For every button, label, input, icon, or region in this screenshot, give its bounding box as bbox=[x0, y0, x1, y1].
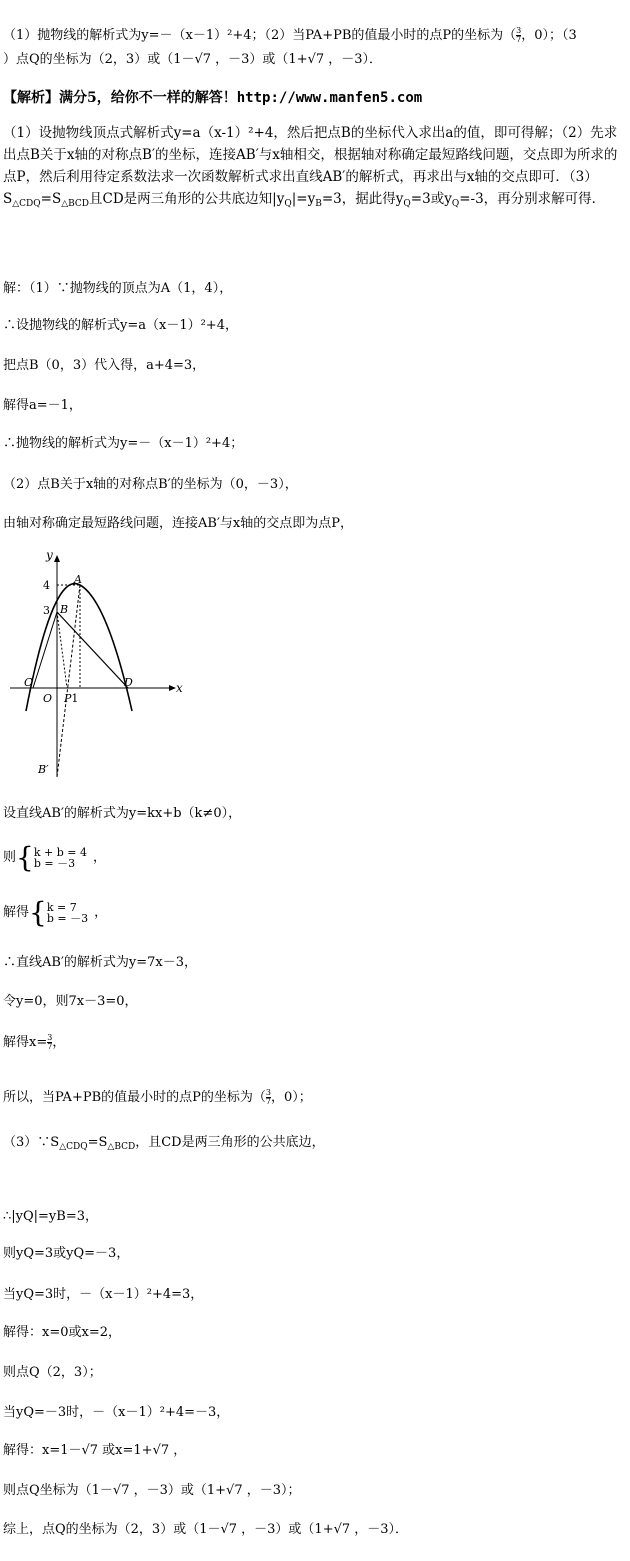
line-bc bbox=[33, 612, 57, 688]
solution-line-21: 当yQ=－3时，－（x－1）²+4=－3， bbox=[3, 1405, 230, 1420]
point-b-label: B bbox=[60, 603, 69, 616]
answer-text-1-tail: ，0）；（3 bbox=[521, 28, 577, 43]
solution-line-2: ∴设抛物线的解析式y=a（x－1）²+4， bbox=[3, 318, 238, 333]
solution-line-16: ∴|yQ|=yB=3， bbox=[3, 1209, 98, 1224]
line-bd bbox=[57, 612, 128, 688]
answer-text-1: （1）抛物线的解析式为y=－（x－1）²+4；（2）当PA+PB的值最小时的点P的坐标为（ bbox=[3, 28, 517, 43]
solution-line-7: 由轴对称确定最短路线问题，连接AB′与x轴的交点即为点P， bbox=[3, 516, 353, 531]
solution-line-1: 解：（1）∵抛物线的顶点为A（1，4）， bbox=[3, 281, 233, 296]
solution-system-1: 则{ k + b = 4 b = －3 ， bbox=[3, 841, 106, 874]
banner-label: 【解析】满分5，给你不一样的解答！ bbox=[3, 90, 237, 106]
solution-line-12: 令y=0，则7x－3=0， bbox=[3, 994, 138, 1009]
parabola-figure bbox=[10, 545, 200, 785]
point-a-label: A bbox=[74, 573, 82, 586]
solution-line-20: 则点Q（2，3）； bbox=[3, 1365, 102, 1380]
solution-line-6: （2）点B关于x轴的对称点B′的坐标为（0，－3）， bbox=[3, 477, 298, 492]
analysis-paragraph: （1）设抛物线顶点式解析式y=a（x-1）²+4，然后把点B的坐标代入求出a的值，即可得解；（2）先求出点B关于x轴的对称点B′的坐标，连接AB′与x轴相交，根据轴对称确定最短路线问题，交点即为所求的点P，然后利用待定系数法求一次函数解析式求出直线AB′的解析式，再求出与x轴的交点即可．$(3)S_{\triangle CDQ}=S_{\triangle BCD}$且CD是两三角形的公共底边知$|y_Q|=y_B=3$，据此得$y_Q=3$或$y_Q=-3$，再分别求解可得． bbox=[3, 125, 618, 209]
solution-line-18: 当yQ=3时，－（x－1）²+4=3， bbox=[3, 1287, 204, 1302]
solution-line-4: 解得a=－1， bbox=[3, 398, 82, 413]
line-bp bbox=[57, 612, 67, 688]
solution-line-17: 则yQ=3或yQ=－3， bbox=[3, 1246, 130, 1261]
solution-line-14: 所以，当PA+PB的值最小时的点P的坐标为（ $\frac{3}{7}$ ，0）； bbox=[3, 1088, 312, 1106]
point-d-label: D bbox=[124, 676, 133, 689]
solution-line-11: ∴直线AB′的解析式为y=7x－3， bbox=[3, 955, 198, 970]
solution-line-3: 把点B（0，3）代入得，a+4=3， bbox=[3, 358, 206, 373]
solution-line-23: 则点Q坐标为（1－√7 ，－3）或（1+√7 ，－3）； bbox=[3, 1483, 301, 1498]
solution-system-2: 解得{ k = 7 b = －3 ， bbox=[3, 896, 108, 929]
solution-line-19: 解得：x=0或x=2， bbox=[3, 1325, 121, 1340]
tick-4: 4 bbox=[43, 579, 50, 592]
point-p-label: P1 bbox=[64, 692, 79, 705]
solution-line-5: ∴抛物线的解析式为y=－（x－1）²+4； bbox=[3, 436, 244, 451]
parabola-curve bbox=[26, 584, 132, 711]
solution-line-13: 解得x= $\frac{3}{7}$ ， bbox=[3, 1033, 66, 1051]
tick-3: 3 bbox=[43, 604, 50, 617]
banner-url: http://www.manfen5.com bbox=[236, 90, 423, 106]
answer-text-2: ）点Q的坐标为（2，3）或（1－√7 ，－3）或（1+√7 ，－3）． bbox=[3, 52, 383, 67]
x-axis-arrow-icon bbox=[169, 685, 176, 691]
answer-fraction: $\frac{3}{7}$ bbox=[516, 26, 522, 44]
solution-line-15: $(3)\because S_{\triangle CDQ}=S_{\triangle BCD}$，且CD是两三角形的公共底边， bbox=[3, 1135, 325, 1152]
point-o-label: O bbox=[43, 692, 53, 705]
point-c-label: C bbox=[24, 676, 33, 689]
label-y: y bbox=[46, 548, 53, 562]
answer-line-2 bbox=[3, 52, 626, 68]
point-b-prime-label: B′ bbox=[38, 763, 49, 776]
solution-line-8: 设直线AB′的解析式为y=kx+b（k≠0）， bbox=[3, 806, 242, 821]
solution-line-24: 综上，点Q的坐标为（2，3）或（1－√7 ，－3）或（1+√7 ，－3）． bbox=[3, 1522, 409, 1537]
analysis-banner bbox=[3, 90, 626, 106]
solution-line-22: 解得：x=1－√7 或x=1+√7 ， bbox=[3, 1443, 187, 1458]
answer-line-1 bbox=[3, 27, 626, 44]
y-axis-arrow-icon bbox=[54, 555, 60, 562]
label-x: x bbox=[176, 681, 183, 695]
